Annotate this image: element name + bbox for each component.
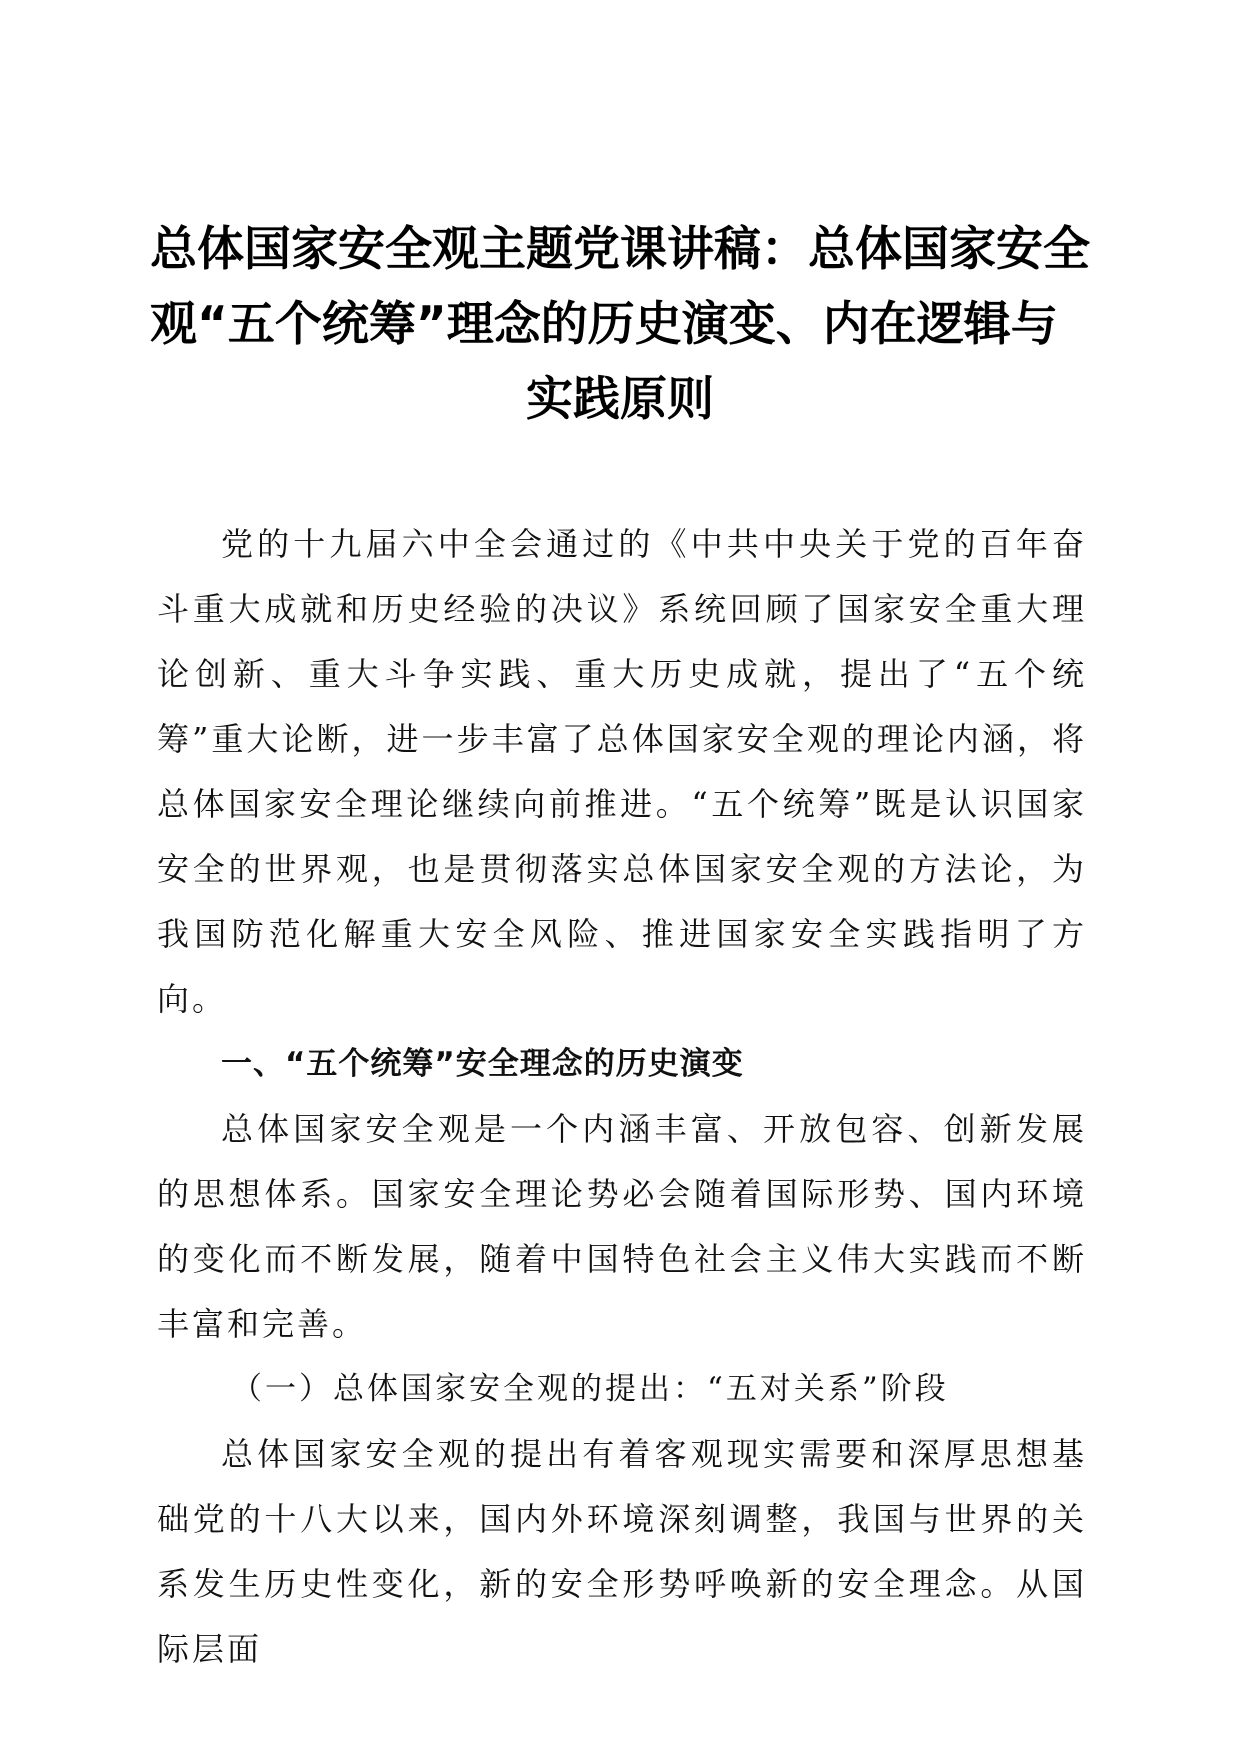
section-heading-1: 一、“五个统筹”安全理念的历史演变 [221, 1046, 744, 1082]
title-line-2: 观“五个统筹”理念的历史演变、内在逻辑与 [150, 297, 1058, 352]
document-body [157, 512, 1087, 1682]
subsection-heading-1: （一）总体国家安全观的提出：“五对关系”阶段 [231, 1371, 949, 1407]
title-line-3: 实践原则 [526, 372, 714, 427]
title-line-1: 总体国家安全观主题党课讲稿：总体国家安全 [150, 222, 1090, 277]
document-title [150, 212, 1090, 437]
intro-paragraph: 党的十九届六中全会通过的《中共中央关于党的百年奋斗重大成就和历史经验的决议》系统回顾了国家安全重大理论创新、重大斗争实践、重大历史成就，提出了“五个统筹”重大论断，进一步丰富了总体国家安全观的理论内涵，将总体国家安全理论继续向前推进。“五个统筹”既是认识国家安全的世界观，也是贯彻落实总体国家安全观的方法论，为我国防范化解重大安全风险、推进国家安全实践指明了方向。 [157, 525, 1087, 1018]
subsection-1-paragraph: 总体国家安全观的提出有着客观现实需要和深厚思想基础党的十八大以来，国内外环境深刻调整，我国与世界的关系发生历史性变化，新的安全形势呼唤新的安全理念。从国际层面 [157, 1435, 1087, 1668]
section-1-paragraph: 总体国家安全观是一个内涵丰富、开放包容、创新发展的思想体系。国家安全理论势必会随着国际形势、国内环境的变化而不断发展，随着中国特色社会主义伟大实践而不断丰富和完善。 [157, 1110, 1087, 1343]
